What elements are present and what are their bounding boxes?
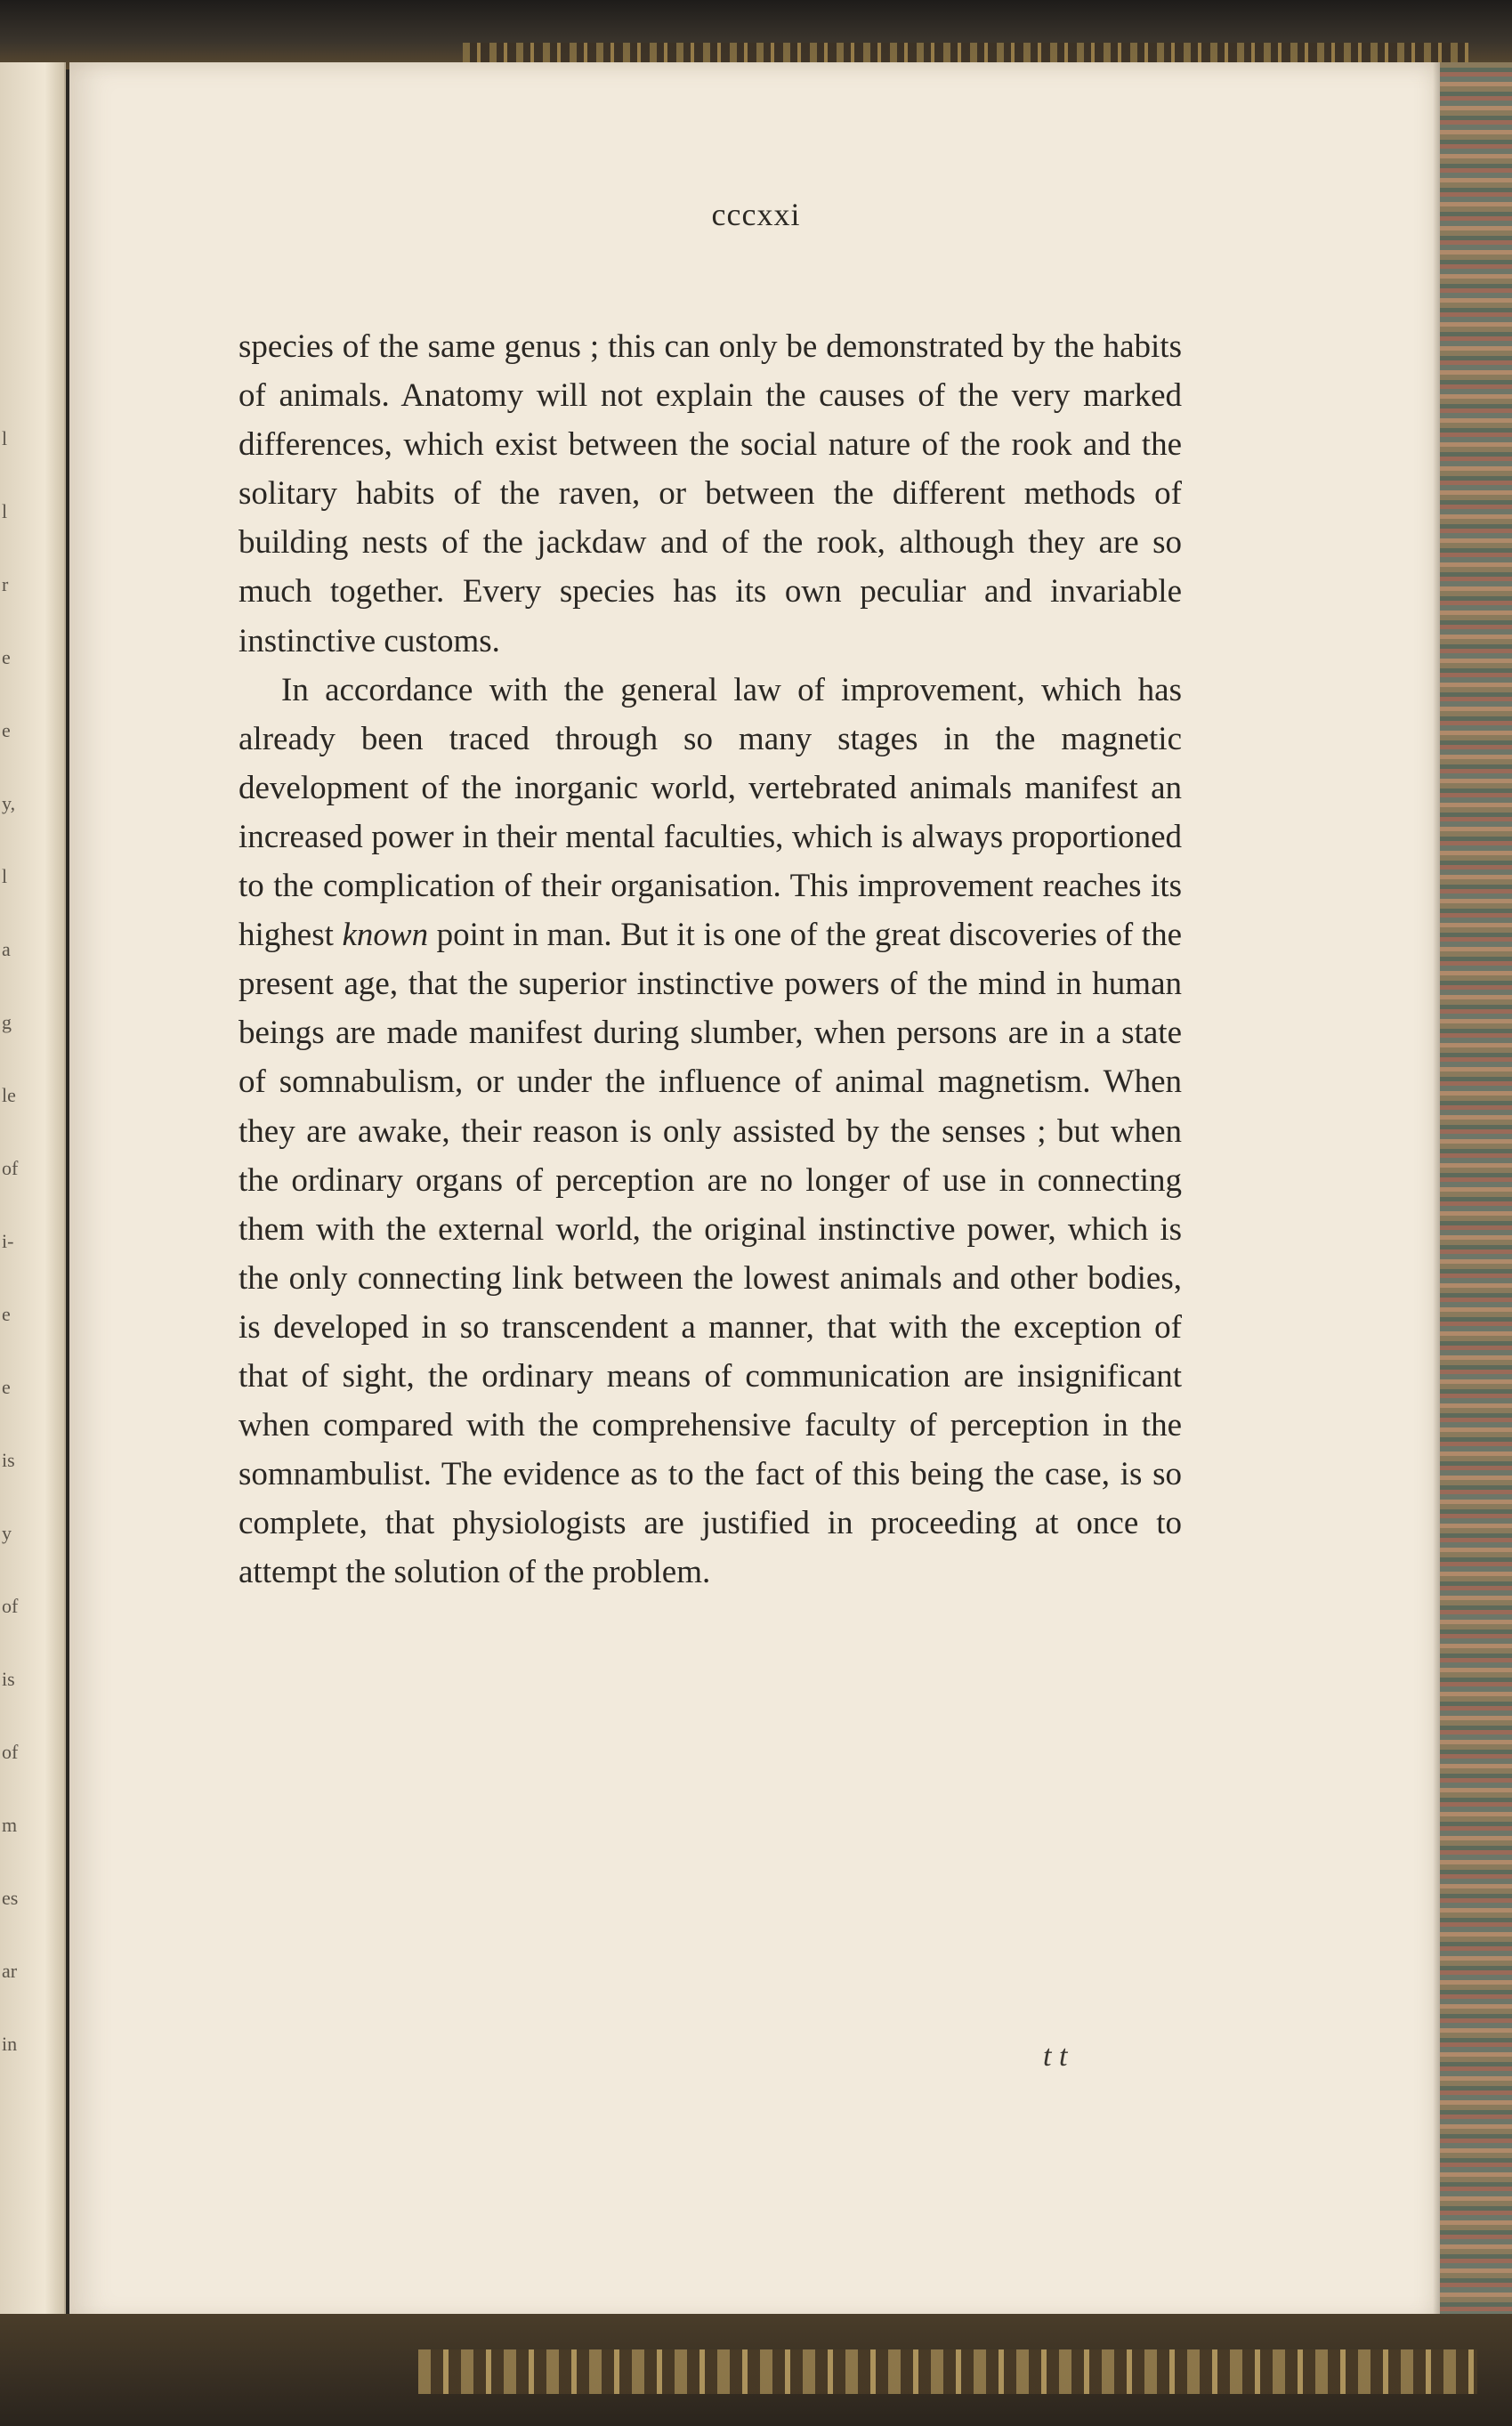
facing-page-fragment: a — [2, 938, 11, 960]
facing-page-fragment: is — [2, 1449, 15, 1471]
facing-page-fragment: l — [2, 427, 8, 449]
facing-page-fragment: e — [2, 1303, 11, 1325]
facing-page-fragment: is — [2, 1668, 15, 1690]
facing-page-fragment: y — [2, 1522, 12, 1544]
facing-page-fragment: e — [2, 719, 11, 741]
facing-page-fragment: le — [2, 1084, 16, 1106]
paragraph-2: In accordance with the general law of improvement, which has already been traced through so many stages in the magnetic development of the inorganic world, vertebrated animals manifest an increased power in their mental faculties, which is always proportioned to the complication of their organisation. This improvement reaches its highest known point in man. But it is one of the great discoveries of the present age, that the superior instinctive powers of the mind in human beings are made manifest during slumber, when persons are in a state of somnabulism, or under the influence of animal magnetism. When they are awake, their reason is only assisted by the senses ; but when the ordinary organs of perception are no longer of use in connecting them with the external world, the original instinctive power, which is the only connecting link between the lowest animals and other bodies, is developed in so transcendent a manner, that with the exception of that of sight, the ordinary means of communication are insignificant when compared with the comprehensive faculty of perception in the somnambulist. The evidence as to the fact of this being the case, is so complete, that physiologists are justified in proceeding at once to attempt the solution of the problem. — [239, 671, 1182, 1591]
facing-page-fragment: y, — [2, 792, 16, 814]
emphasized-word: known — [342, 917, 429, 954]
page-number-header: cccxxi — [711, 197, 801, 232]
facing-page-fragment: e — [2, 1376, 11, 1398]
facing-page-edge — [0, 62, 66, 2323]
paragraph-1: species of the same genus ; this can only be demonstrated by the habits of animals. Anatomy will not explain the causes of the very marked differences, which exist between the social nature of the rook and the solitary habits of the raven, or between the different methods of building nests of the jackdaw and of the rook, although they are so much together. Every species has its own peculiar and invariable instinctive customs. — [239, 328, 1182, 659]
gilt-ornament-bottom — [418, 2349, 1477, 2394]
signature-mark: t t — [1043, 2040, 1068, 2073]
facing-page-fragment: in — [2, 2033, 18, 2055]
facing-page-fragment: of — [2, 1595, 19, 1617]
facing-page-fragment: i- — [2, 1230, 14, 1252]
facing-page-fragment: es — [2, 1887, 19, 1909]
facing-page-fragment: m — [2, 1814, 18, 1836]
facing-page-fragment: e — [2, 646, 11, 668]
facing-page-text-fragments — [0, 62, 64, 2323]
facing-page-fragment: r — [2, 573, 9, 595]
facing-page-fragment: ar — [2, 1960, 18, 1982]
facing-page-fragment: g — [2, 1011, 12, 1033]
body-text — [239, 322, 1182, 1597]
facing-page-fragment: of — [2, 1157, 19, 1179]
facing-page-fragment: of — [2, 1741, 19, 1763]
marbled-page-edges — [1440, 62, 1512, 2323]
facing-page-fragment: l — [2, 865, 8, 887]
facing-page-fragment: l — [2, 500, 8, 522]
